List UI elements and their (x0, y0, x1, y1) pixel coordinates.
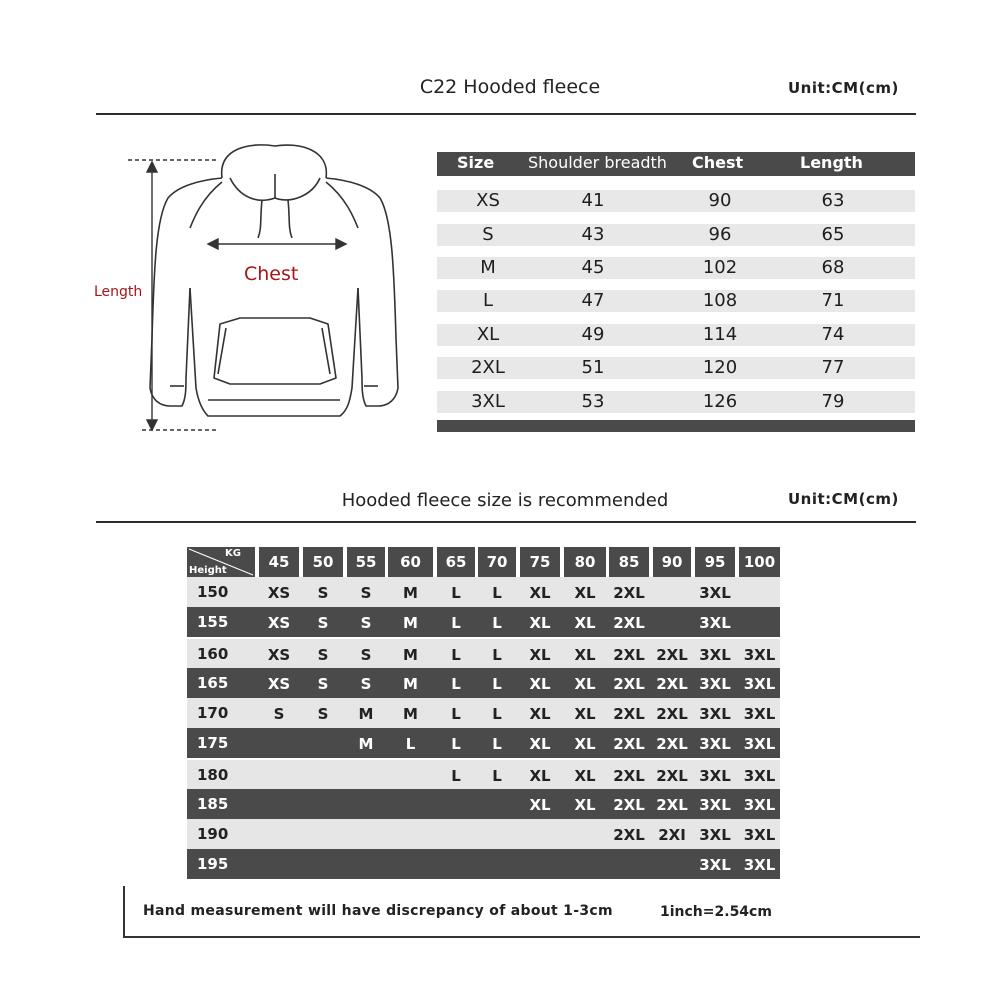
size-cell: XL (529, 614, 551, 632)
size-cell: M (403, 646, 418, 664)
size-cell: S (360, 675, 372, 693)
size-cell: XS (267, 584, 291, 602)
height-label: 175 (197, 734, 229, 752)
header-shoulder: Shoulder breadth (528, 153, 667, 172)
cell-chest: 108 (702, 290, 738, 311)
cell-shoulder: 47 (581, 290, 605, 311)
size-cell: L (492, 675, 502, 693)
size-cell: 2XL (613, 735, 645, 753)
size-cell: XL (529, 646, 551, 664)
size-cell: L (492, 735, 502, 753)
cell-length: 68 (821, 257, 845, 278)
size-cell: M (403, 584, 418, 602)
size-cell: L (451, 767, 461, 785)
height-row (187, 668, 780, 698)
size-cell: 3XL (699, 796, 731, 814)
size-cell: 3XL (743, 767, 776, 785)
cell-shoulder: 45 (581, 257, 605, 278)
cell-shoulder: 51 (581, 357, 605, 378)
weight-header: 50 (303, 547, 343, 577)
size-cell: S (317, 646, 329, 664)
cell-chest: 114 (702, 324, 738, 345)
recommend-title: Hooded fleece size is recommended (341, 490, 669, 511)
size-cell: M (403, 705, 418, 723)
height-label: 165 (197, 674, 229, 692)
size-cell: XL (574, 614, 596, 632)
height-row (187, 819, 780, 849)
cell-chest: 126 (702, 391, 738, 412)
size-cell: 2XL (613, 646, 645, 664)
size-cell: L (492, 646, 502, 664)
header-size: Size (457, 153, 495, 172)
weight-header: 85 (609, 547, 649, 577)
height-label: 150 (197, 583, 229, 601)
size-cell: 3XL (699, 767, 731, 785)
size-row (437, 391, 915, 413)
corner-height-label: Height (189, 565, 227, 576)
cell-length: 74 (821, 324, 845, 345)
height-row (187, 728, 780, 758)
size-cell: S (317, 584, 329, 602)
length-label: Length (94, 284, 143, 300)
height-label: 155 (197, 613, 229, 631)
cell-chest: 96 (708, 224, 732, 245)
cell-chest: 90 (708, 190, 732, 211)
size-cell: XS (267, 614, 291, 632)
size-cell: L (451, 705, 461, 723)
size-cell: XL (574, 767, 596, 785)
header-length: Length (800, 153, 863, 172)
mid-divider (96, 521, 916, 523)
height-row (187, 789, 780, 819)
size-cell: XS (267, 675, 291, 693)
measurement-note: Hand measurement will have discrepancy of about 1-3cm (143, 903, 613, 919)
recommend-unit-label: Unit:CM(cm) (788, 490, 899, 508)
size-cell: XS (267, 646, 291, 664)
weight-header: 55 (347, 547, 385, 577)
size-cell: 3XL (699, 614, 731, 632)
cell-shoulder: 41 (581, 190, 605, 211)
cell-size: S (482, 224, 494, 245)
height-label: 180 (197, 766, 229, 784)
cell-size: XS (476, 190, 500, 211)
size-cell: M (403, 614, 418, 632)
size-cell: 3XL (699, 646, 731, 664)
size-cell: 3XL (743, 646, 776, 664)
cell-length: 71 (821, 290, 845, 311)
size-cell: 3XL (743, 705, 776, 723)
size-cell: S (273, 705, 285, 723)
weight-header: 100 (739, 547, 780, 577)
size-cell: 2XL (613, 826, 645, 844)
cell-size: XL (476, 324, 500, 345)
cell-chest: 120 (702, 357, 738, 378)
chest-label: Chest (244, 263, 299, 285)
cell-shoulder: 43 (581, 224, 605, 245)
recommend-grid (187, 547, 780, 877)
cell-size: 3XL (471, 391, 505, 412)
size-cell: XL (574, 705, 596, 723)
size-cell: XL (574, 796, 596, 814)
size-cell: 2XL (656, 646, 688, 664)
cell-size: M (480, 257, 496, 278)
size-cell: 3XL (699, 705, 731, 723)
size-cell: 3XL (743, 826, 776, 844)
size-cell: 3XL (699, 856, 731, 874)
cell-shoulder: 49 (581, 324, 605, 345)
size-table-footer-band (437, 420, 915, 432)
height-row (187, 607, 780, 637)
size-cell: XL (574, 735, 596, 753)
size-cell: XL (574, 675, 596, 693)
chart-title: C22 Hooded fleece (419, 76, 601, 98)
size-cell: XL (529, 675, 551, 693)
size-row (437, 290, 915, 312)
height-row (187, 577, 780, 607)
unit-label: Unit:CM(cm) (788, 79, 899, 97)
size-cell: L (492, 614, 502, 632)
cell-length: 79 (821, 391, 845, 412)
cell-length: 65 (821, 224, 845, 245)
size-cell: 3XL (743, 856, 776, 874)
cell-shoulder: 53 (581, 391, 605, 412)
size-cell: 3XL (743, 735, 776, 753)
cell-length: 63 (821, 190, 845, 211)
cell-size: 2XL (471, 357, 505, 378)
height-label: 170 (197, 704, 229, 722)
size-row (437, 190, 915, 212)
size-cell: L (451, 646, 461, 664)
height-row (187, 849, 780, 879)
size-cell: 3XL (699, 735, 731, 753)
height-row (187, 760, 780, 790)
size-cell: 2XL (613, 796, 645, 814)
size-cell: 2XL (613, 675, 645, 693)
size-cell: S (317, 675, 329, 693)
size-row (437, 257, 915, 279)
weight-header: 80 (564, 547, 606, 577)
header-chest: Chest (692, 153, 744, 172)
weight-header: 60 (388, 547, 433, 577)
size-table-header (437, 152, 915, 176)
size-cell: L (405, 735, 416, 753)
size-cell: 3XL (699, 584, 731, 602)
size-cell: 2XL (613, 767, 645, 785)
size-cell: 2XL (656, 735, 688, 753)
size-row (437, 224, 915, 246)
size-cell: XL (529, 705, 551, 723)
size-cell: 2XI (658, 826, 686, 844)
height-label: 190 (197, 825, 229, 843)
height-row (187, 698, 780, 728)
size-cell: 2XL (656, 767, 688, 785)
height-label: 195 (197, 855, 229, 873)
weight-header: 95 (695, 547, 735, 577)
height-label: 185 (197, 795, 229, 813)
corner-kg-label: KG (225, 548, 241, 559)
size-cell: S (360, 614, 372, 632)
size-cell: L (492, 767, 502, 785)
size-cell: XL (574, 646, 596, 664)
size-cell: 3XL (699, 675, 731, 693)
size-cell: M (403, 675, 418, 693)
size-cell: L (451, 675, 461, 693)
size-cell: 2XL (613, 584, 645, 602)
size-cell: 3XL (743, 675, 776, 693)
size-cell: S (317, 705, 329, 723)
size-cell: L (451, 614, 461, 632)
weight-header: 75 (520, 547, 560, 577)
size-cell: L (451, 735, 461, 753)
size-cell: M (358, 705, 374, 723)
height-label: 160 (197, 645, 229, 663)
size-cell: 3XL (743, 796, 776, 814)
size-cell: XL (529, 735, 551, 753)
weight-header: 90 (653, 547, 691, 577)
cell-chest: 102 (702, 257, 738, 278)
cell-length: 77 (821, 357, 845, 378)
inch-conversion: 1inch=2.54cm (660, 904, 772, 920)
size-cell: XL (574, 584, 596, 602)
size-cell: XL (529, 796, 551, 814)
weight-header: 45 (259, 547, 299, 577)
size-cell: S (360, 584, 372, 602)
size-cell: 2XL (656, 705, 688, 723)
size-cell: 2XL (613, 705, 645, 723)
size-cell: L (451, 584, 461, 602)
size-row (437, 324, 915, 346)
size-cell: L (492, 705, 502, 723)
height-row (187, 639, 780, 669)
grid-corner (187, 547, 255, 577)
size-cell: 2XL (656, 796, 688, 814)
size-cell: XL (529, 584, 551, 602)
top-divider (96, 113, 916, 115)
size-cell: XL (529, 767, 551, 785)
size-cell: 2XL (656, 675, 688, 693)
size-cell: L (492, 584, 502, 602)
size-cell: 3XL (699, 826, 731, 844)
size-cell: 2XL (613, 614, 645, 632)
size-cell: S (360, 646, 372, 664)
weight-header: 65 (437, 547, 475, 577)
size-row (437, 357, 915, 379)
size-cell: M (358, 735, 374, 753)
cell-size: L (482, 290, 494, 311)
size-cell: S (317, 614, 329, 632)
weight-header: 70 (478, 547, 516, 577)
